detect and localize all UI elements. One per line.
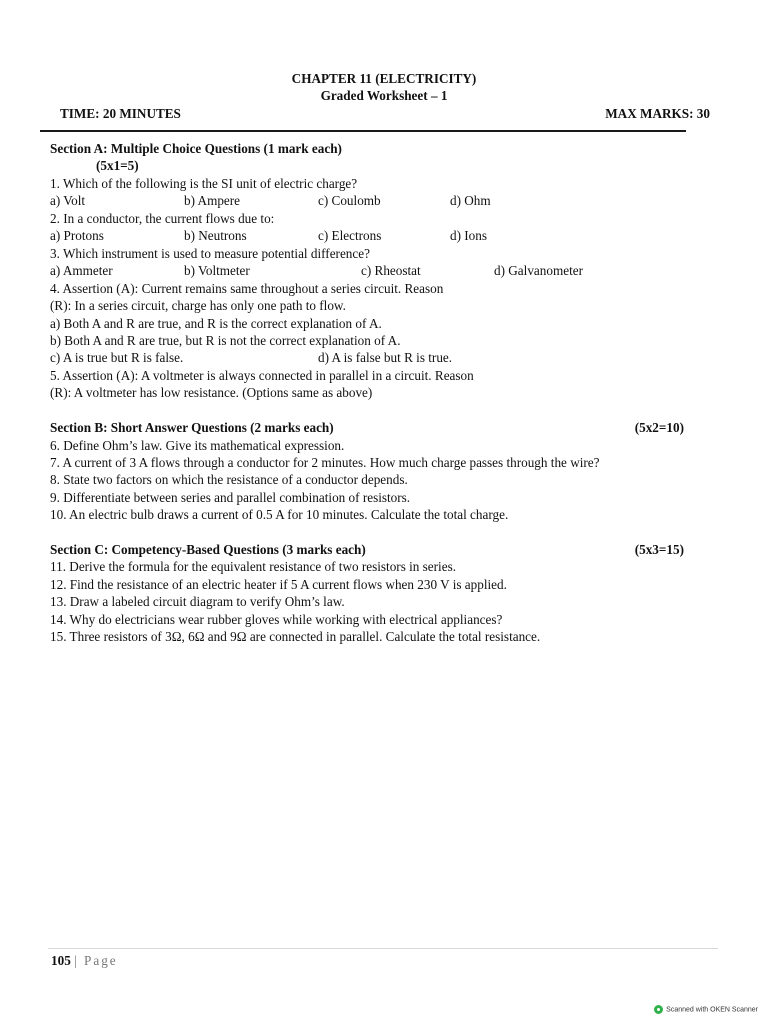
- question-12: 12. Find the resistance of an electric heater if 5 A current flows when 230 V is applied.: [50, 577, 507, 592]
- q1-option-c: c) Coulomb: [318, 193, 381, 208]
- page-number: 105: [51, 953, 71, 968]
- question-3: 3. Which instrument is used to measure potential difference?: [50, 246, 370, 261]
- question-7: 7. A current of 3 A flows through a conductor for 2 minutes. How much charge passes through the wire?: [50, 455, 600, 470]
- question-2: 2. In a conductor, the current flows due to:: [50, 211, 275, 226]
- question-11: 11. Derive the formula for the equivalent resistance of two resistors in series.: [50, 559, 456, 574]
- q2-option-a: a) Protons: [50, 228, 104, 243]
- q2-option-b: b) Neutrons: [184, 228, 247, 243]
- worksheet-title: Graded Worksheet – 1: [320, 88, 448, 103]
- q3-option-c: c) Rheostat: [361, 263, 421, 278]
- q1-option-a: a) Volt: [50, 193, 86, 208]
- q4-option-a: a) Both A and R are true, and R is the correct explanation of A.: [50, 316, 382, 331]
- section-a-title: Section A: Multiple Choice Questions (1 mark each): [50, 141, 342, 156]
- q4-option-c: c) A is true but R is false.: [50, 350, 184, 365]
- q4-option-d: d) A is false but R is true.: [318, 350, 453, 365]
- q2-option-d: d) Ions: [450, 228, 487, 243]
- question-13: 13. Draw a labeled circuit diagram to verify Ohm’s law.: [50, 594, 345, 609]
- q4-option-b: b) Both A and R are true, but R is not the correct explanation of A.: [50, 333, 401, 348]
- footer-divider: [48, 948, 718, 949]
- question-6: 6. Define Ohm’s law. Give its mathematical expression.: [50, 438, 345, 453]
- scanner-watermark: [654, 1005, 758, 1015]
- q2-option-c: c) Electrons: [318, 228, 382, 243]
- section-c-title: Section C: Competency-Based Questions (3 marks each): [50, 542, 366, 557]
- section-c-marks: (5x3=15): [634, 542, 684, 557]
- oken-scanner-logo-icon: [654, 1005, 663, 1014]
- q3-option-b: b) Voltmeter: [184, 263, 250, 278]
- max-marks-label: MAX MARKS: 30: [605, 106, 710, 121]
- header-divider: [40, 130, 686, 132]
- question-4-assertion: 4. Assertion (A): Current remains same throughout a series circuit. Reason: [50, 281, 444, 296]
- question-5-reason: (R): A voltmeter has low resistance. (Options same as above): [50, 385, 373, 400]
- q1-option-b: b) Ampere: [184, 193, 241, 208]
- question-8: 8. State two factors on which the resistance of a conductor depends.: [50, 472, 408, 487]
- time-label: TIME: 20 MINUTES: [60, 106, 181, 121]
- page-label: | Page: [74, 953, 118, 968]
- section-b-marks: (5x2=10): [634, 420, 684, 435]
- q1-option-d: d) Ohm: [450, 193, 491, 208]
- question-9: 9. Differentiate between series and parallel combination of resistors.: [50, 490, 411, 505]
- scanner-text: Scanned with OKEN Scanner: [666, 1006, 758, 1014]
- question-5-assertion: 5. Assertion (A): A voltmeter is always connected in parallel in a circuit. Reason: [50, 368, 474, 383]
- chapter-title: CHAPTER 11 (ELECTRICITY): [291, 71, 477, 86]
- q3-option-a: a) Ammeter: [50, 263, 113, 278]
- q3-option-d: d) Galvanometer: [494, 263, 583, 278]
- section-b-title: Section B: Short Answer Questions (2 marks each): [50, 420, 334, 435]
- question-15: 15. Three resistors of 3Ω, 6Ω and 9Ω are connected in parallel. Calculate the total resistance.: [50, 629, 541, 644]
- question-14: 14. Why do electricians wear rubber gloves while working with electrical appliances?: [50, 612, 503, 627]
- question-1: 1. Which of the following is the SI unit of electric charge?: [50, 176, 358, 191]
- question-4-reason: (R): In a series circuit, charge has only one path to flow.: [50, 298, 346, 313]
- question-10: 10. An electric bulb draws a current of 0.5 A for 10 minutes. Calculate the total charge.: [50, 507, 509, 522]
- section-a-marks: (5x1=5): [96, 158, 139, 173]
- page-footer: [51, 953, 118, 969]
